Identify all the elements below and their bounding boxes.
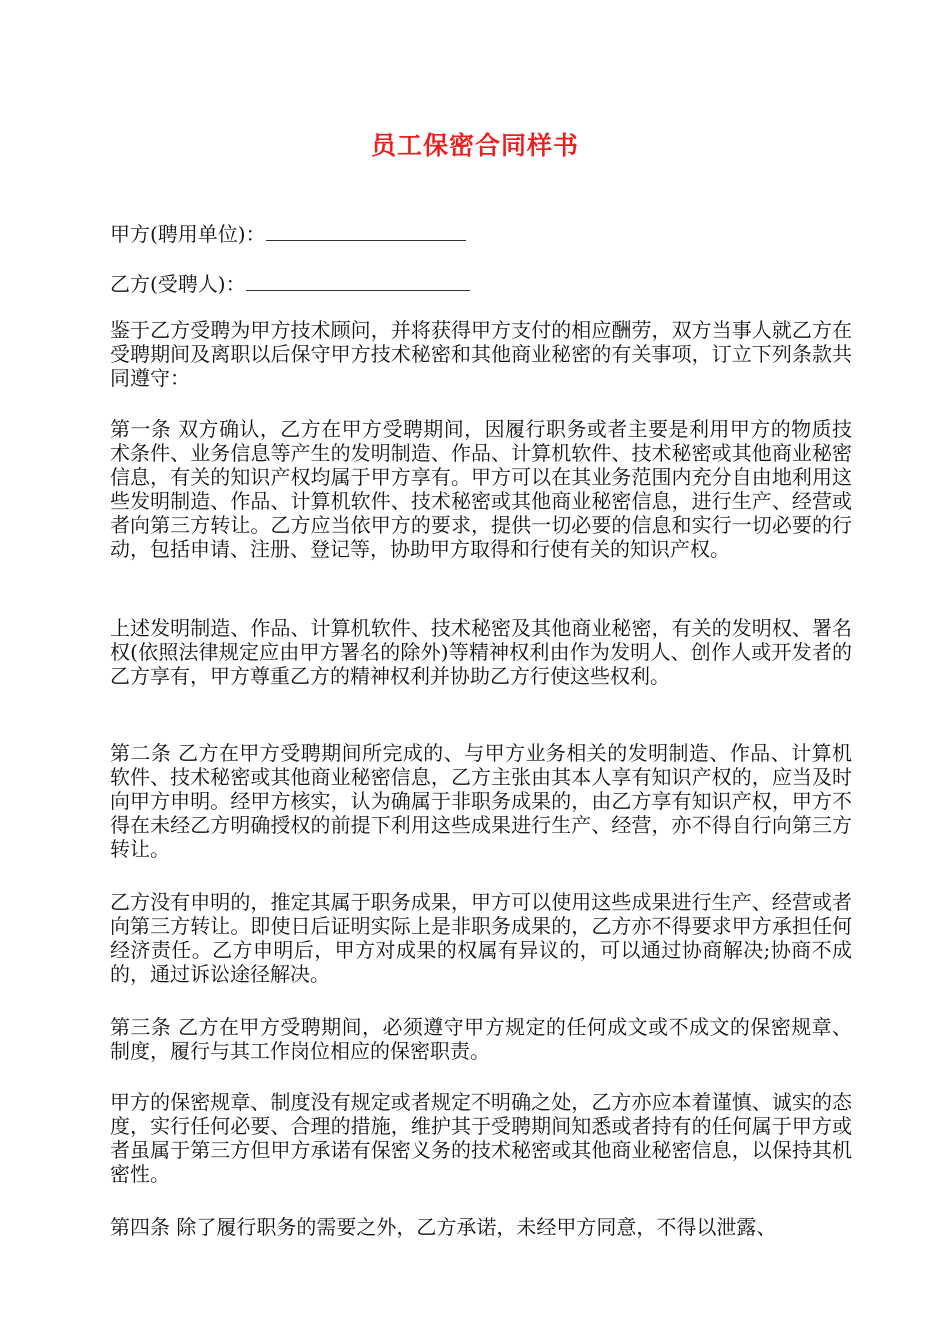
article-1-continuation-paragraph: 上述发明制造、作品、计算机软件、技术秘密及其他商业秘密，有关的发明权、署名权(依照法律规定应由甲方署名的除外)等精神权利由作为发明人、创作人或开发者的乙方享有，甲方尊重乙方的精神权利并协助乙方行使这些权利。 xyxy=(110,616,852,688)
article-2-paragraph: 第二条 乙方在甲方受聘期间所完成的、与甲方业务相关的发明制造、作品、计算机软件、技术秘密或其他商业秘密信息，乙方主张由其本人享有知识产权的，应当及时向甲方申明。经甲方核实，认为确属于非职务成果的，由乙方享有知识产权，甲方不得在未经乙方明确授权的前提下利用这些成果进行生产、经营，亦不得自行向第三方转让。 xyxy=(110,741,852,861)
party-a-blank xyxy=(266,222,466,241)
article-2-continuation-paragraph: 乙方没有申明的，推定其属于职务成果，甲方可以使用这些成果进行生产、经营或者向第三方转让。即使日后证明实际上是非职务成果的，乙方亦不得要求甲方承担任何经济责任。乙方申明后，甲方对成果的权属有异议的，可以通过协商解决;协商不成的，通过诉讼途径解决。 xyxy=(110,890,852,986)
document-title: 员工保密合同样书 xyxy=(370,131,579,160)
party-a-line xyxy=(110,222,466,246)
party-b-label: 乙方(受聘人)： xyxy=(110,272,246,296)
party-b-blank xyxy=(246,272,470,291)
article-3-continuation-paragraph: 甲方的保密规章、制度没有规定或者规定不明确之处，乙方亦应本着谨慎、诚实的态度，实行任何必要、合理的措施，维护其于受聘期间知悉或者持有的任何属于甲方或者虽属于第三方但甲方承诺有保密义务的技术秘密或其他商业秘密信息，以保持其机密性。 xyxy=(110,1090,852,1186)
party-b-line xyxy=(110,272,470,296)
article-1-paragraph: 第一条 双方确认，乙方在甲方受聘期间，因履行职务或者主要是利用甲方的物质技术条件、业务信息等产生的发明制造、作品、计算机软件、技术秘密或其他商业秘密信息，有关的知识产权均属于甲方享有。甲方可以在其业务范围内充分自由地利用这些发明制造、作品、计算机软件、技术秘密或其他商业秘密信息，进行生产、经营或者向第三方转让。乙方应当依甲方的要求，提供一切必要的信息和实行一切必要的行动，包括申请、注册、登记等，协助甲方取得和行使有关的知识产权。 xyxy=(110,417,852,561)
party-a-label: 甲方(聘用单位)： xyxy=(110,222,266,246)
preamble-paragraph: 鉴于乙方受聘为甲方技术顾问，并将获得甲方支付的相应酬劳，双方当事人就乙方在受聘期间及离职以后保守甲方技术秘密和其他商业秘密的有关事项，订立下列条款共同遵守： xyxy=(110,318,852,390)
article-4-paragraph: 第四条 除了履行职务的需要之外，乙方承诺，未经甲方同意，不得以泄露、 xyxy=(110,1215,777,1239)
article-3-paragraph: 第三条 乙方在甲方受聘期间，必须遵守甲方规定的任何成文或不成文的保密规章、制度，履行与其工作岗位相应的保密职责。 xyxy=(110,1015,852,1063)
